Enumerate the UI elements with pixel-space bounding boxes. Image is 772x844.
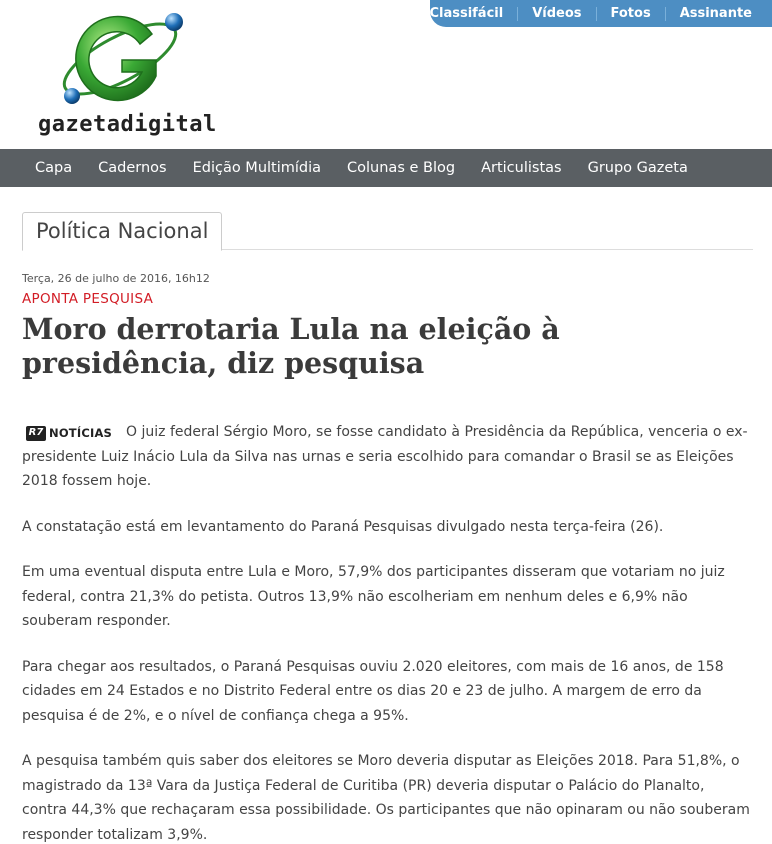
top-nav-fotos[interactable]: Fotos xyxy=(596,7,665,21)
nav-capa[interactable]: Capa xyxy=(35,160,73,176)
article-body xyxy=(22,420,752,844)
globe-logo-icon xyxy=(52,4,192,114)
article-paragraph xyxy=(22,420,752,494)
article-headline: Moro derrotaria Lula na eleição à presidência, diz pesquisa xyxy=(22,312,560,380)
source-logo xyxy=(26,425,112,441)
section-bar xyxy=(22,212,753,250)
r7-logo-icon: R7 xyxy=(26,426,46,441)
nav-edicao-multimidia[interactable]: Edição Multimídia xyxy=(192,160,322,176)
article-paragraph: Em uma eventual disputa entre Lula e Moro, 57,9% dos participantes disseram que votariam no juiz federal, contra 21,3% do petista. Outros 13,9% não escolheriam em nenhum deles e 6,9% não souberam responder. xyxy=(22,564,725,629)
top-utility-nav xyxy=(430,0,772,27)
nav-cadernos[interactable]: Cadernos xyxy=(98,160,167,176)
section-tab[interactable]: Política Nacional xyxy=(22,212,222,251)
article-dateline: Terça, 26 de julho de 2016, 16h12 xyxy=(22,272,210,285)
logo-wordmark: gazetadigital xyxy=(38,112,217,137)
article-paragraph: Para chegar aos resultados, o Paraná Pesquisas ouviu 2.020 eleitores, com mais de 16 anos, de 158 cidades em 24 Estados e no Distrito Federal entre os dias 20 e 23 de julho. A margem de erro da pesquisa é de 2%, e o nível de confiança chega a 95%. xyxy=(22,658,724,724)
nav-articulistas[interactable]: Articulistas xyxy=(481,160,562,176)
source-logo-text: NOTÍCIAS xyxy=(49,425,113,440)
article-header xyxy=(22,272,752,380)
top-nav-assinante[interactable]: Assinante xyxy=(665,7,766,21)
main-nav xyxy=(0,149,772,187)
site-header xyxy=(0,0,772,149)
top-nav-videos[interactable]: Vídeos xyxy=(517,7,595,21)
site-logo[interactable] xyxy=(38,4,218,140)
nav-colunas-blog[interactable]: Colunas e Blog xyxy=(347,160,456,176)
paragraph-text: O juiz federal Sérgio Moro, se fosse candidato à Presidência da República, venceria o ex-presidente Luiz Inácio Lula da Silva nas urnas e seria escolhido para comandar o Brasil se as Eleições 2018 fossem hoje. xyxy=(22,424,748,489)
article-paragraph: A constatação está em levantamento do Paraná Pesquisas divulgado nesta terça-feira (26). xyxy=(22,518,664,535)
article-kicker: APONTA PESQUISA xyxy=(22,291,154,307)
article-paragraph: A pesquisa também quis saber dos eleitores se Moro deveria disputar as Eleições 2018. Para 51,8%, o magistrado da 13ª Vara da Justiça Federal de Curitiba (PR) deveria disputar o Palácio do Planalto, contra 44,3% que rechaçaram essa possibilidade. Os participantes que não opinaram ou não souberam responder totalizam 3,9%. xyxy=(22,753,750,843)
top-nav-classificados[interactable]: Classifácil xyxy=(429,5,504,21)
nav-grupo-gazeta[interactable]: Grupo Gazeta xyxy=(587,160,688,176)
